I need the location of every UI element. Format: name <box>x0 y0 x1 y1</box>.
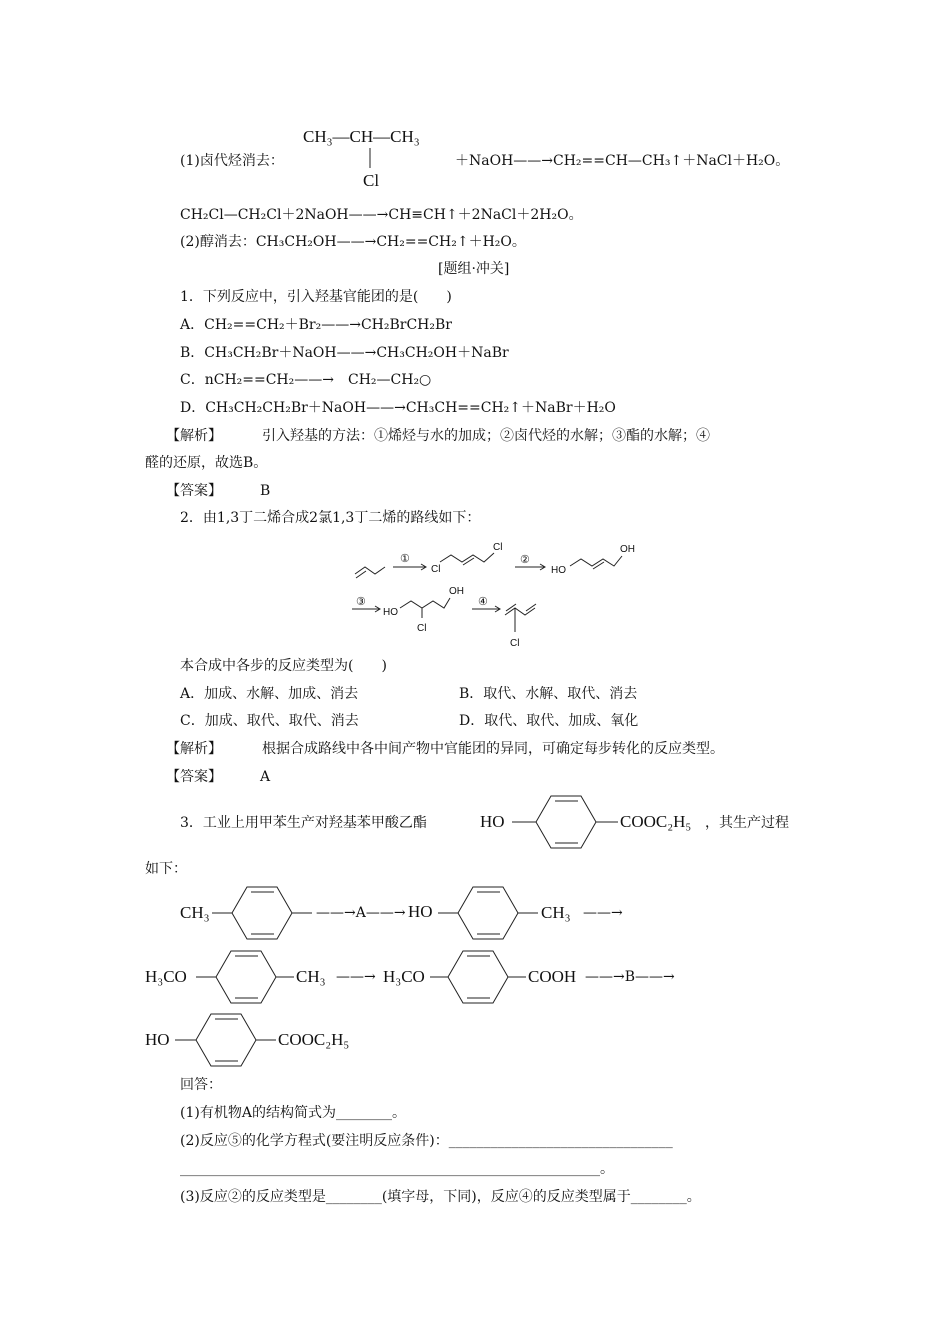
q2-question: 本合成中各步的反应类型为( ) <box>180 658 387 674</box>
q2-option-d: D．取代、取代、加成、氧化 <box>459 713 639 729</box>
q3-r2-right1: CH₃ <box>296 967 326 986</box>
q2-atom-oh-1: OH <box>620 544 635 555</box>
q2-answer: A <box>260 769 271 785</box>
q1-stem: 1．下列反应中，引入羟基官能团的是( ) <box>180 289 452 305</box>
q2-step-2: ② <box>520 553 530 566</box>
q2-step-3: ③ <box>356 595 366 608</box>
q2-option-c: C．加成、取代、取代、消去 <box>180 713 359 729</box>
q3-r1-arrow1: ——→A——→ <box>316 905 406 921</box>
q1-answer-label: 【答案】 <box>166 483 222 499</box>
line3: (2)醇消去：CH₃CH₂OH——→CH₂==CH₂↑＋H₂O。 <box>180 234 526 250</box>
q2-atom-ho-2: HO <box>383 607 398 618</box>
q3-r1-arrow2: ——→ <box>583 905 623 921</box>
line1-rest: ＋NaOH——→CH₂==CH—CH₃↑＋NaCl＋H₂O。 <box>455 153 790 169</box>
group-title: [题组·冲关] <box>438 261 510 277</box>
q2-analysis-text: 根据合成路线中各中间产物中官能团的异同，可确定每步转化的反应类型。 <box>262 741 724 757</box>
q3-r2-right2: COOH <box>528 967 577 986</box>
q3-r1-left: CH₃ <box>180 903 210 922</box>
q1-analysis-text2: 醛的还原，故选B。 <box>145 455 268 471</box>
q2-stem: 2．由1,3丁二烯合成2氯1,3丁二烯的路线如下： <box>180 510 481 526</box>
q3-sub2: (2)反应⑤的化学方程式(要注明反应条件)：________________________________ <box>180 1133 673 1149</box>
q3-stem: 3．工业上用甲苯生产对羟基苯甲酸乙酯 <box>180 815 427 831</box>
q3-stem-line2: 如下： <box>145 861 187 877</box>
q3-stem-ho: HO <box>480 812 505 831</box>
q2-atom-cl-2: Cl <box>493 542 503 553</box>
q2-step-4: ④ <box>478 595 488 608</box>
q3-sub2-cont: ____________________________________________________________。 <box>180 1161 614 1177</box>
q2-answer-label: 【答案】 <box>166 769 222 785</box>
q3-r2-arrow2: ——→B——→ <box>585 969 675 985</box>
q2-step-1: ① <box>400 552 410 565</box>
q2-option-a: A．加成、水解、加成、消去 <box>180 686 359 702</box>
q1-option-b: B．CH₃CH₂Br＋NaOH——→CH₃CH₂OH＋NaBr <box>180 345 509 361</box>
line2: CH₂Cl—CH₂Cl＋2NaOH——→CH≡CH↑＋2NaCl＋2H₂O。 <box>180 207 583 223</box>
q3-answer-intro: 回答： <box>180 1077 222 1093</box>
line1-label: (1)卤代烃消去： <box>180 153 284 169</box>
q3-stem-ester: COOC₂H₅ <box>620 812 692 831</box>
q3-stem-tail: ，其生产过程 <box>705 815 789 831</box>
q2-atom-cl-4: Cl <box>510 638 520 649</box>
q3-r3-left: HO <box>145 1030 170 1049</box>
q1-option-c: C．nCH₂==CH₂——→ CH₂—CH₂○ <box>180 372 432 388</box>
struct1-top: CH₃—CH—CH₃ <box>303 127 420 146</box>
q2-atom-ho-1: HO <box>551 565 566 576</box>
q1-analysis-label: 【解析】 <box>166 428 222 444</box>
q2-atom-oh-2: OH <box>449 586 464 597</box>
q2-option-b: B．取代、水解、取代、消去 <box>459 686 638 702</box>
q3-r2-arrow1: ——→ <box>336 969 376 985</box>
q1-analysis-text: 引入羟基的方法：①烯烃与水的加成；②卤代烃的水解；③酯的水解；④ <box>262 428 710 444</box>
q3-r1-mid: HO <box>408 902 433 921</box>
q1-option-a: A．CH₂==CH₂＋Br₂——→CH₂BrCH₂Br <box>180 317 452 333</box>
q3-r2-left: H₃CO <box>145 967 187 986</box>
q3-r3-right: COOC₂H₅ <box>278 1030 350 1049</box>
q3-sub3: (3)反应②的反应类型是________(填字母，下同)，反应④的反应类型属于________。 <box>180 1189 701 1205</box>
q3-r2-mid: H₃CO <box>383 967 425 986</box>
q2-atom-cl-1: Cl <box>431 564 441 575</box>
q2-analysis-label: 【解析】 <box>166 741 222 757</box>
q3-r1-right: CH₃ <box>541 903 571 922</box>
q2-atom-cl-3: Cl <box>417 623 427 634</box>
q3-sub1: (1)有机物A的结构简式为________。 <box>180 1105 406 1121</box>
q1-option-d: D．CH₃CH₂CH₂Br＋NaOH——→CH₃CH==CH₂↑＋NaBr＋H₂O <box>180 400 616 416</box>
struct1-bottom: Cl <box>363 171 380 190</box>
q1-answer: B <box>260 483 271 499</box>
